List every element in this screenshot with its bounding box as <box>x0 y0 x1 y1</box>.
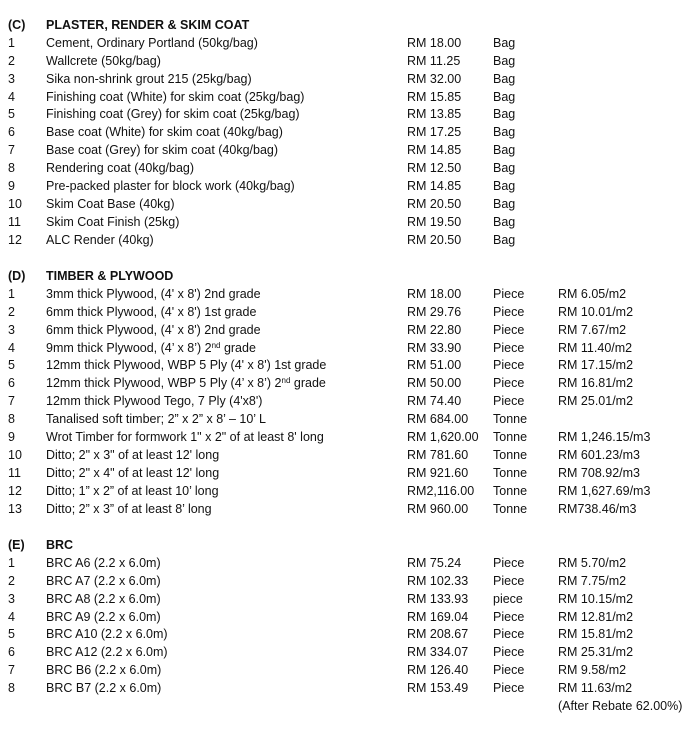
item-unit: Tonne <box>493 465 528 480</box>
item-price: RM 32.00 <box>407 71 462 86</box>
item-number: 10 <box>8 447 22 462</box>
item-rate: RM 708.92/m3 <box>558 465 640 480</box>
description-text: 6mm thick Plywood, (4' x 8') 1st grade <box>46 304 257 319</box>
description-text: Finishing coat (White) for skim coat (25kg/bag) <box>46 89 305 104</box>
description-text: Cement, Ordinary Portland (50kg/bag) <box>46 35 258 50</box>
item-unit: Bag <box>493 232 516 247</box>
table-row <box>0 124 700 142</box>
item-number: 8 <box>8 161 15 176</box>
item-description <box>46 573 161 591</box>
item-rate: RM 7.75/m2 <box>558 573 627 588</box>
item-rate: RM 17.15/m2 <box>558 358 634 373</box>
item-price: RM 15.85 <box>407 89 462 104</box>
section-header <box>0 17 700 35</box>
table-row <box>0 322 700 340</box>
item-description <box>46 662 161 680</box>
item-rate: RM 25.31/m2 <box>558 645 634 660</box>
item-description <box>46 178 295 196</box>
item-list <box>0 286 700 519</box>
item-number: 6 <box>8 376 15 391</box>
description-suffix: grade <box>220 340 256 355</box>
item-price: RM 153.49 <box>407 681 469 696</box>
item-price: RM 781.60 <box>407 447 469 462</box>
item-unit: Tonne <box>493 501 528 516</box>
description-text: Finishing coat (Grey) for skim coat (25kg/bag) <box>46 107 300 122</box>
description-text: 9mm thick Plywood, (4’ x 8’) 2 <box>46 340 212 355</box>
item-price: RM 334.07 <box>407 645 469 660</box>
item-unit: Piece <box>493 376 525 391</box>
item-price: RM 51.00 <box>407 358 462 373</box>
ordinal-suffix: nd <box>281 376 291 386</box>
item-unit: Bag <box>493 89 516 104</box>
table-row <box>0 644 700 662</box>
table-row <box>0 609 700 627</box>
item-description <box>46 106 300 124</box>
table-row <box>0 340 700 358</box>
item-price: RM 17.25 <box>407 125 462 140</box>
item-rate: RM738.46/m3 <box>558 501 637 516</box>
section-code: (D) <box>8 269 26 283</box>
item-price: RM2,116.00 <box>407 483 475 498</box>
item-price: RM 14.85 <box>407 179 462 194</box>
item-description <box>46 447 219 465</box>
item-description <box>46 53 161 71</box>
item-description <box>46 322 261 340</box>
item-number: 5 <box>8 107 15 122</box>
section-title: PLASTER, RENDER & SKIM COAT <box>46 18 250 32</box>
item-number: 1 <box>8 286 15 301</box>
item-price: RM 1,620.00 <box>407 430 479 445</box>
item-description <box>46 160 194 178</box>
item-number: 11 <box>8 465 21 480</box>
item-rate: RM 12.81/m2 <box>558 609 634 624</box>
item-number: 2 <box>8 573 15 588</box>
description-text: 6mm thick Plywood, (4' x 8') 2nd grade <box>46 322 261 337</box>
description-text: BRC A10 (2.2 x 6.0m) <box>46 627 168 642</box>
item-description <box>46 357 326 375</box>
table-row <box>0 591 700 609</box>
description-text: BRC A6 (2.2 x 6.0m) <box>46 555 161 570</box>
item-rate: RM 7.67/m2 <box>558 322 627 337</box>
item-description <box>46 375 326 393</box>
item-price: RM 74.40 <box>407 394 462 409</box>
item-unit: Tonne <box>493 483 528 498</box>
item-price: RM 50.00 <box>407 376 462 391</box>
table-row <box>0 662 700 680</box>
item-list <box>0 35 700 250</box>
description-text: BRC A9 (2.2 x 6.0m) <box>46 609 161 624</box>
item-list <box>0 555 700 698</box>
item-number: 6 <box>8 125 15 140</box>
item-price: RM 22.80 <box>407 322 462 337</box>
item-unit: piece <box>493 591 523 606</box>
section-header <box>0 537 700 555</box>
item-rate: RM 9.58/m2 <box>558 663 627 678</box>
item-number: 2 <box>8 304 15 319</box>
item-number: 9 <box>8 179 15 194</box>
item-description <box>46 680 161 698</box>
table-row <box>0 429 700 447</box>
item-unit: Piece <box>493 358 525 373</box>
item-rate: RM 16.81/m2 <box>558 376 634 391</box>
item-rate: RM 25.01/m2 <box>558 394 634 409</box>
item-number: 10 <box>8 196 22 211</box>
item-rate: RM 15.81/m2 <box>558 627 634 642</box>
item-unit: Piece <box>493 394 525 409</box>
item-price: RM 169.04 <box>407 609 469 624</box>
item-price: RM 29.76 <box>407 304 462 319</box>
description-text: 12mm thick Plywood, WBP 5 Ply (4' x 8') 1st grade <box>46 358 327 373</box>
description-text: Wallcrete (50kg/bag) <box>46 53 161 68</box>
item-description <box>46 483 219 501</box>
item-price: RM 960.00 <box>407 501 469 516</box>
item-description <box>46 35 258 53</box>
item-unit: Piece <box>493 663 525 678</box>
description-text: BRC A8 (2.2 x 6.0m) <box>46 591 161 606</box>
section-title: BRC <box>46 538 74 552</box>
section-header <box>0 268 700 286</box>
table-row <box>0 626 700 644</box>
item-unit: Piece <box>493 645 525 660</box>
table-row <box>0 35 700 53</box>
table-row <box>0 232 700 250</box>
description-text: ALC Render (40kg) <box>46 232 154 247</box>
item-rate: RM 1,627.69/m3 <box>558 483 651 498</box>
item-price: RM 13.85 <box>407 107 462 122</box>
item-description <box>46 411 266 429</box>
item-rate: RM 5.70/m2 <box>558 555 627 570</box>
item-description <box>46 196 175 214</box>
item-unit: Bag <box>493 71 516 86</box>
item-price: RM 126.40 <box>407 663 469 678</box>
item-number: 3 <box>8 591 15 606</box>
item-price: RM 20.50 <box>407 232 462 247</box>
item-description <box>46 232 154 250</box>
item-number: 3 <box>8 71 15 86</box>
item-number: 12 <box>8 483 22 498</box>
item-price: RM 75.24 <box>407 555 462 570</box>
item-unit: Tonne <box>493 447 528 462</box>
item-description <box>46 626 168 644</box>
item-unit: Piece <box>493 322 525 337</box>
table-row <box>0 196 700 214</box>
description-text: BRC B7 (2.2 x 6.0m) <box>46 681 162 696</box>
section-brc <box>0 537 700 698</box>
item-description <box>46 465 219 483</box>
item-number: 8 <box>8 681 15 696</box>
description-text: Skim Coat Base (40kg) <box>46 196 175 211</box>
description-text: Rendering coat (40kg/bag) <box>46 161 195 176</box>
item-description <box>46 644 168 662</box>
item-unit: Piece <box>493 555 525 570</box>
table-row <box>0 680 700 698</box>
table-row <box>0 304 700 322</box>
description-text: 3mm thick Plywood, (4' x 8') 2nd grade <box>46 286 261 301</box>
item-price: RM 18.00 <box>407 286 462 301</box>
item-price: RM 133.93 <box>407 591 469 606</box>
item-description <box>46 89 304 107</box>
item-number: 1 <box>8 555 15 570</box>
table-row <box>0 286 700 304</box>
item-price: RM 208.67 <box>407 627 469 642</box>
section-title: TIMBER & PLYWOOD <box>46 269 174 283</box>
item-number: 11 <box>8 214 21 229</box>
item-price: RM 33.90 <box>407 340 462 355</box>
item-price: RM 11.25 <box>407 53 461 68</box>
table-row <box>0 393 700 411</box>
table-row <box>0 357 700 375</box>
description-text: BRC B6 (2.2 x 6.0m) <box>46 663 162 678</box>
item-description <box>46 286 261 304</box>
description-text: Wrot Timber for formwork 1" x 2" of at least 8' long <box>46 430 324 445</box>
item-unit: Bag <box>493 107 516 122</box>
table-row <box>0 106 700 124</box>
description-text: Tanalised soft timber; 2” x 2” x 8’ – 10’ L <box>46 412 267 427</box>
item-unit: Piece <box>493 627 525 642</box>
item-price: RM 102.33 <box>407 573 469 588</box>
item-rate: RM 11.63/m2 <box>558 681 633 696</box>
section-timber <box>0 268 700 518</box>
description-text: Sika non-shrink grout 215 (25kg/bag) <box>46 71 252 86</box>
section-code: (E) <box>8 538 25 552</box>
description-text: Base coat (Grey) for skim coat (40kg/bag) <box>46 143 279 158</box>
item-description <box>46 609 161 627</box>
item-price: RM 684.00 <box>407 412 469 427</box>
item-unit: Piece <box>493 681 525 696</box>
item-number: 8 <box>8 412 15 427</box>
table-row <box>0 89 700 107</box>
table-row <box>0 555 700 573</box>
section-plaster <box>0 17 700 250</box>
description-text: 12mm thick Plywood, WBP 5 Ply (4’ x 8’) 2 <box>46 376 282 391</box>
table-row <box>0 573 700 591</box>
item-number: 7 <box>8 394 15 409</box>
item-number: 13 <box>8 501 22 516</box>
description-text: 12mm thick Plywood Tego, 7 Ply (4'x8') <box>46 394 263 409</box>
item-number: 12 <box>8 232 22 247</box>
item-rate: RM 1,246.15/m3 <box>558 430 651 445</box>
item-rate: RM 11.40/m2 <box>558 340 633 355</box>
section-code: (C) <box>8 18 26 32</box>
table-row <box>0 178 700 196</box>
description-text: Ditto; 2” x 3” of at least 8’ long <box>46 501 212 516</box>
item-number: 2 <box>8 53 15 68</box>
item-description <box>46 124 283 142</box>
item-unit: Piece <box>493 573 525 588</box>
item-description <box>46 501 212 519</box>
item-unit: Tonne <box>493 412 528 427</box>
item-unit: Bag <box>493 179 516 194</box>
item-number: 4 <box>8 609 15 624</box>
table-row <box>0 142 700 160</box>
item-unit: Bag <box>493 143 516 158</box>
item-unit: Piece <box>493 286 525 301</box>
table-row <box>0 214 700 232</box>
table-row <box>0 501 700 519</box>
item-number: 6 <box>8 645 15 660</box>
item-price: RM 14.85 <box>407 143 462 158</box>
item-description <box>46 71 252 89</box>
rebate-note: (After Rebate 62.00%) <box>558 699 683 713</box>
description-text: Ditto; 2" x 4" of at least 12' long <box>46 465 220 480</box>
item-number: 9 <box>8 430 15 445</box>
item-unit: Piece <box>493 304 525 319</box>
table-row <box>0 53 700 71</box>
description-text: Ditto; 1” x 2” of at least 10’ long <box>46 483 219 498</box>
item-rate: RM 10.15/m2 <box>558 591 634 606</box>
item-unit: Piece <box>493 340 525 355</box>
item-number: 4 <box>8 340 15 355</box>
item-description <box>46 429 324 447</box>
table-row <box>0 411 700 429</box>
item-number: 3 <box>8 322 15 337</box>
item-price: RM 12.50 <box>407 161 462 176</box>
description-text: Pre-packed plaster for block work (40kg/bag) <box>46 179 295 194</box>
item-unit: Tonne <box>493 430 528 445</box>
item-number: 4 <box>8 89 15 104</box>
table-row <box>0 71 700 89</box>
item-unit: Bag <box>493 53 516 68</box>
description-text: Ditto; 2" x 3" of at least 12' long <box>46 447 220 462</box>
item-price: RM 921.60 <box>407 465 469 480</box>
item-rate: RM 6.05/m2 <box>558 286 627 301</box>
item-description <box>46 340 256 358</box>
item-price: RM 18.00 <box>407 35 462 50</box>
item-price: RM 20.50 <box>407 196 462 211</box>
item-number: 7 <box>8 143 15 158</box>
item-number: 1 <box>8 35 15 50</box>
item-description <box>46 304 256 322</box>
item-unit: Bag <box>493 161 516 176</box>
item-rate: RM 10.01/m2 <box>558 304 634 319</box>
item-number: 7 <box>8 663 15 678</box>
item-unit: Bag <box>493 214 516 229</box>
item-description <box>46 393 262 411</box>
item-unit: Piece <box>493 609 525 624</box>
item-unit: Bag <box>493 196 516 211</box>
item-number: 5 <box>8 358 15 373</box>
item-description <box>46 214 179 232</box>
table-row <box>0 375 700 393</box>
table-row <box>0 447 700 465</box>
description-text: Base coat (White) for skim coat (40kg/bag) <box>46 125 283 140</box>
item-rate: RM 601.23/m3 <box>558 447 640 462</box>
description-text: BRC A7 (2.2 x 6.0m) <box>46 573 161 588</box>
item-unit: Bag <box>493 35 516 50</box>
item-description <box>46 142 278 160</box>
item-description <box>46 591 161 609</box>
item-description <box>46 555 161 573</box>
description-text: BRC A12 (2.2 x 6.0m) <box>46 645 168 660</box>
table-row <box>0 160 700 178</box>
ordinal-suffix: nd <box>211 340 221 350</box>
description-suffix: grade <box>290 376 326 391</box>
description-text: Skim Coat Finish (25kg) <box>46 214 180 229</box>
table-row <box>0 483 700 501</box>
item-number: 5 <box>8 627 15 642</box>
item-unit: Bag <box>493 125 516 140</box>
item-price: RM 19.50 <box>407 214 462 229</box>
table-row <box>0 465 700 483</box>
